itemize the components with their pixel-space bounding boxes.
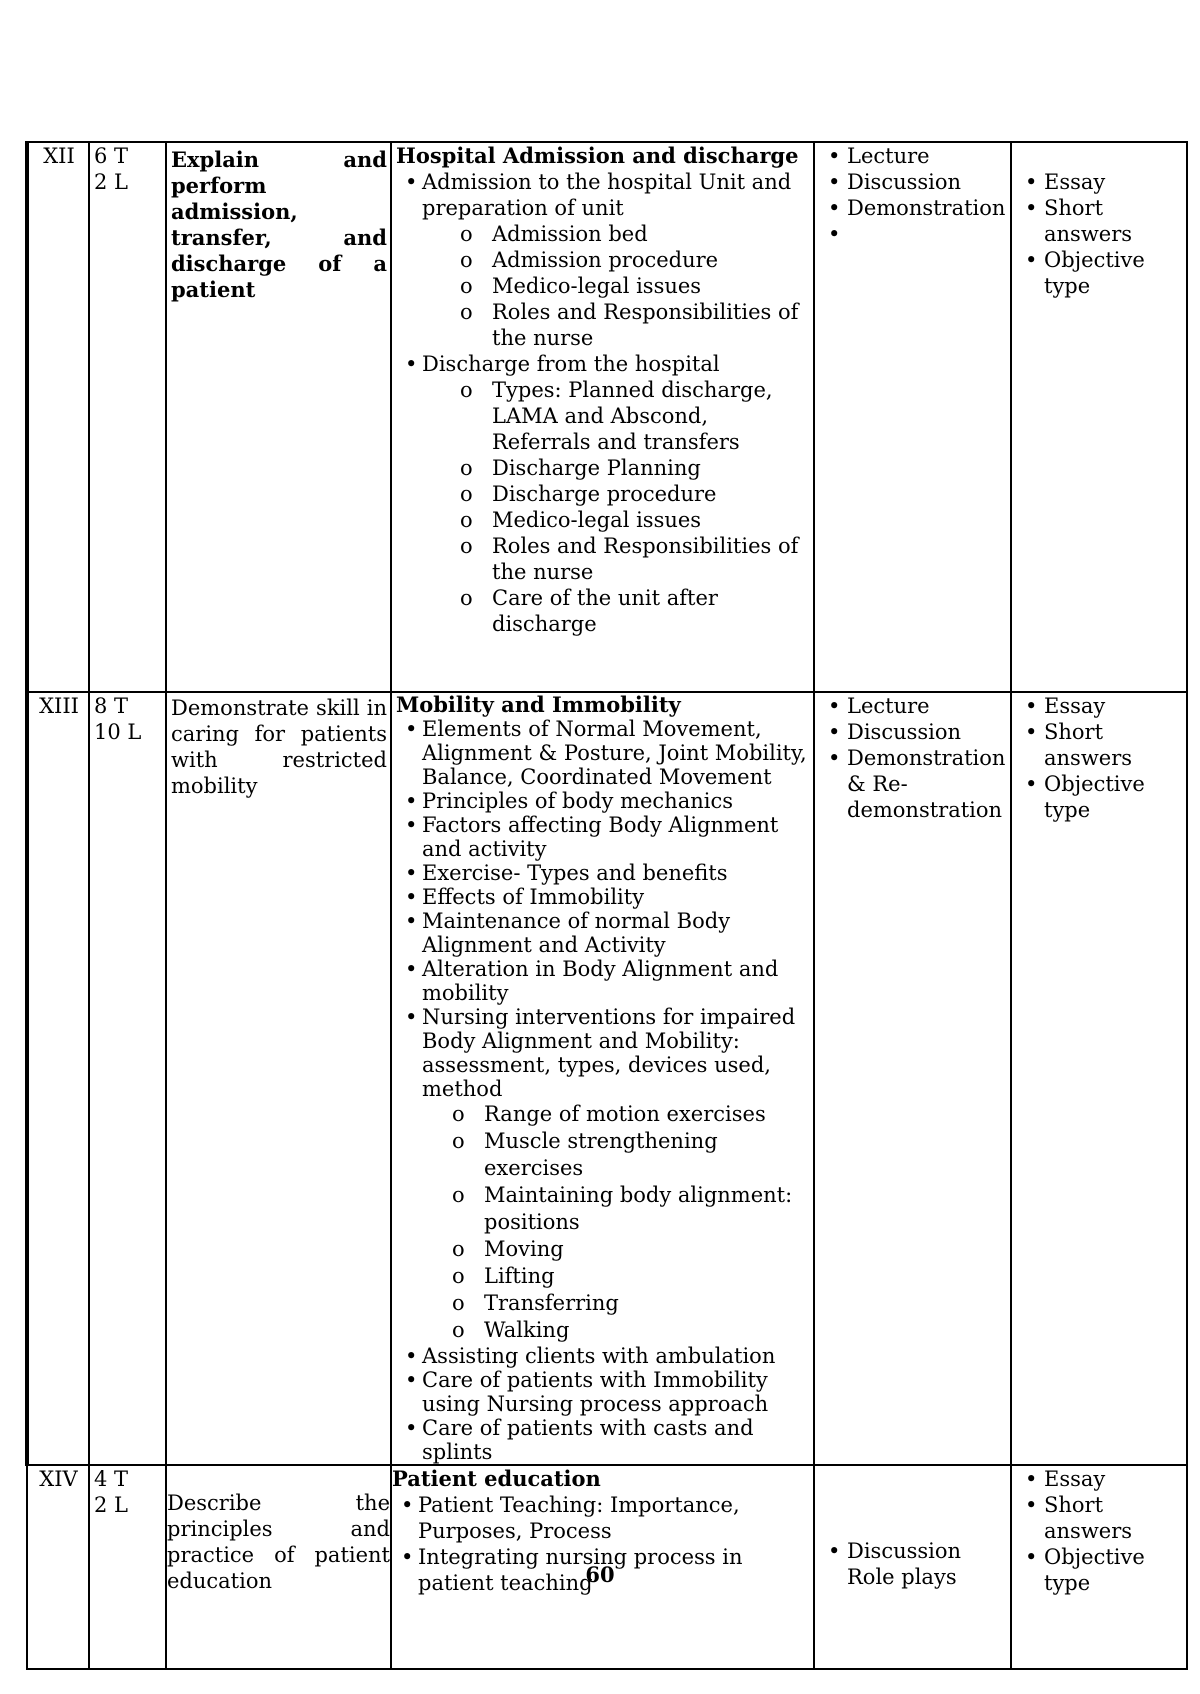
lab-hours: 2 L <box>94 170 128 194</box>
list-item: • Care of patients with Immobility using Nursing process approach <box>396 1368 810 1416</box>
list-item <box>396 351 810 637</box>
table-row <box>27 142 1187 692</box>
learning-objective: Demonstrate skill in caring for patients with restricted mobility <box>171 696 387 798</box>
lab-hours: 10 L <box>94 720 142 744</box>
evaluation-item: • Objective type <box>1016 247 1183 299</box>
sub-list-item: o Walking <box>422 1317 810 1344</box>
method-item: • Discussion Role plays <box>819 1538 1007 1590</box>
sub-list <box>422 221 810 351</box>
sub-list-item: o Care of the unit after discharge <box>422 585 810 637</box>
lab-hours: 2 L <box>94 1493 128 1517</box>
evaluation-cell <box>1011 692 1187 1465</box>
sub-list-item: o Transferring <box>422 1290 810 1317</box>
page-number: 60 <box>585 1562 615 1587</box>
sub-list-item: o Medico-legal issues <box>422 507 810 533</box>
sub-list-item: o Types: Planned discharge, LAMA and Abscond, Referrals and transfers <box>422 377 810 455</box>
time-cell <box>89 692 166 1465</box>
list-item <box>396 169 810 351</box>
evaluation-item: • Objective type <box>1016 1544 1183 1596</box>
method-item: • Discussion <box>819 719 1007 745</box>
content-heading: Hospital Admission and discharge <box>396 143 799 168</box>
evaluation-list <box>1016 169 1183 299</box>
theory-hours: 6 T <box>94 144 129 168</box>
unit-cell <box>27 142 89 692</box>
sub-list-item: o Moving <box>422 1236 810 1263</box>
list-item <box>396 1005 810 1344</box>
sub-list <box>422 1101 810 1344</box>
methods-cell <box>814 142 1011 692</box>
unit-number: XIII <box>39 694 79 718</box>
evaluation-list <box>1016 693 1183 823</box>
sub-list-item: o Roles and Responsibilities of the nurse <box>422 299 810 351</box>
list-item: • Integrating nursing process in patient teaching <box>392 1544 810 1596</box>
list-item: • Assisting clients with ambulation <box>396 1344 810 1368</box>
list-item-text: Nursing interventions for impaired Body Alignment and Mobility: assessment, types, devices used, method <box>422 1005 796 1101</box>
list-item: • Care of patients with casts and splints <box>396 1416 810 1464</box>
method-item: • Demonstration & Re-demonstration <box>819 745 1007 823</box>
evaluation-item: • Essay <box>1016 1466 1183 1492</box>
unit-number: XIV <box>39 1467 78 1491</box>
evaluation-item: • Essay <box>1016 693 1183 719</box>
objective-cell <box>166 692 391 1465</box>
theory-hours: 4 T <box>94 1467 129 1491</box>
content-heading: Mobility and Immobility <box>396 692 681 717</box>
content-cell <box>391 142 814 692</box>
method-item: • Demonstration <box>819 195 1007 221</box>
list-item: • Factors affecting Body Alignment and activity <box>396 813 810 861</box>
method-item: • Lecture <box>819 693 1007 719</box>
theory-hours: 8 T <box>94 694 129 718</box>
list-item: • Alteration in Body Alignment and mobility <box>396 957 810 1005</box>
sub-list-item: o Muscle strengthening exercises <box>422 1128 810 1182</box>
content-heading: Patient education <box>392 1466 601 1491</box>
unit-number: XII <box>43 144 75 168</box>
list-item: • Exercise- Types and benefits <box>396 861 810 885</box>
evaluation-item: • Objective type <box>1016 771 1183 823</box>
sub-list <box>422 377 810 637</box>
sub-list-item: o Medico-legal issues <box>422 273 810 299</box>
sub-list-item: o Maintaining body alignment: positions <box>422 1182 810 1236</box>
content-list <box>396 717 810 1464</box>
objective-cell <box>166 142 391 692</box>
method-item: • Lecture <box>819 143 1007 169</box>
sub-list-item: o Roles and Responsibilities of the nurse <box>422 533 810 585</box>
evaluation-cell <box>1011 142 1187 692</box>
sub-list-item: o Discharge Planning <box>422 455 810 481</box>
evaluation-item: • Essay <box>1016 169 1183 195</box>
table-row <box>27 692 1187 1465</box>
time-cell <box>89 142 166 692</box>
learning-objective: Describe the principles and practice of patient education <box>167 1491 390 1593</box>
content-cell <box>391 692 814 1465</box>
list-item-text: Discharge from the hospital <box>422 352 720 376</box>
unit-cell <box>27 692 89 1465</box>
method-item <box>819 221 1007 247</box>
list-item: • Maintenance of normal Body Alignment and Activity <box>396 909 810 957</box>
sub-list-item: o Admission bed <box>422 221 810 247</box>
methods-cell <box>814 692 1011 1465</box>
list-item: • Effects of Immobility <box>396 885 810 909</box>
sub-list-item: o Lifting <box>422 1263 810 1290</box>
content-list <box>396 169 810 637</box>
list-item-text: Admission to the hospital Unit and preparation of unit <box>422 170 792 220</box>
method-item: • Discussion <box>819 169 1007 195</box>
list-item: • Patient Teaching: Importance, Purposes, Process <box>392 1492 810 1544</box>
methods-list <box>819 143 1007 247</box>
sub-list-item: o Discharge procedure <box>422 481 810 507</box>
evaluation-item: • Short answers <box>1016 719 1183 771</box>
sub-list-item: o Range of motion exercises <box>422 1101 810 1128</box>
syllabus-table <box>25 141 1188 1670</box>
methods-list <box>819 693 1007 823</box>
list-item: • Principles of body mechanics <box>396 789 810 813</box>
sub-list-item: o Admission procedure <box>422 247 810 273</box>
evaluation-item: • Short answers <box>1016 1492 1183 1544</box>
learning-objective: Explain and perform admission, transfer, and discharge of a patient <box>171 147 387 302</box>
evaluation-item: • Short answers <box>1016 195 1183 247</box>
list-item: • Elements of Normal Movement, Alignment & Posture, Joint Mobility, Balance, Coordinated Movement <box>396 717 810 789</box>
